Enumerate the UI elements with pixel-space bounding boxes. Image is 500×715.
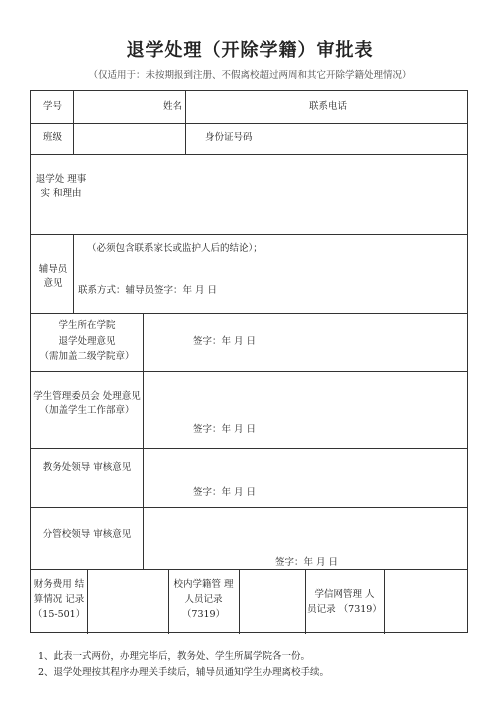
counselor-contact-sign: 联系方式：辅导员签字：年 月 日 (78, 285, 218, 296)
class-label: 班级 (43, 132, 63, 143)
finance-label-line3: （15-501） (32, 609, 86, 620)
student-id-label: 学号 (43, 101, 63, 112)
academic-affairs-label: 教务处领导 审核意见 (42, 462, 132, 473)
id-number-label: 身份证号码 (205, 132, 253, 143)
name-label: 姓名 (163, 101, 183, 112)
finance-label-line1: 财务费用 结 (33, 579, 85, 590)
registry-label-line3: （7319） (181, 609, 226, 620)
committee-sign: 签字：年 月 日 (193, 424, 257, 435)
counselor-note: （必须包含联系家长或监护人后的结论）； (87, 243, 263, 254)
registry-label-line2: 人员记录 (184, 594, 223, 605)
form-subtitle: （仅适用于：未按期报到注册、不假离校超过两周和其它开除学籍处理情况） (88, 70, 412, 81)
xuexin-label-line1: 学信网管理 人 (314, 589, 375, 600)
form-title: 退学处理（开除学籍）审批表 (126, 40, 374, 61)
vice-president-sign: 签字：年 月 日 (275, 557, 339, 568)
reason-label: 退学处 理事实 和理由 (35, 174, 87, 199)
college-sign: 签字：年 月 日 (193, 336, 257, 347)
college-label-line2: 退学处理意见 (58, 336, 116, 347)
finance-label-line2: 算情况 记录 (33, 594, 85, 605)
academic-affairs-sign: 签字：年 月 日 (193, 487, 257, 498)
registry-label-line1: 校内学籍管 理 (173, 579, 234, 590)
note-2: 2、退学处理按其程序办理关手续后，辅导员通知学生办理离校手续。 (38, 667, 330, 678)
counselor-label: 辅导员 意见 (38, 264, 68, 289)
college-label-line3: （需加盖二级学院章） (39, 351, 135, 362)
committee-label-line1: 学生管理委员会 处理意见 (33, 391, 141, 402)
approval-form-table (30, 90, 468, 633)
college-label-line1: 学生所在学院 (58, 320, 116, 331)
phone-label: 联系电话 (309, 101, 348, 112)
committee-label-line2: （加盖学生工作部章） (39, 405, 135, 416)
xuexin-label-line2: 员记录 （7319） (307, 604, 382, 615)
vice-president-label: 分管校领导 审核意见 (42, 529, 132, 540)
note-1: 1、此表一式两份，办理完毕后，教务处、学生所属学院各一份。 (38, 651, 311, 662)
